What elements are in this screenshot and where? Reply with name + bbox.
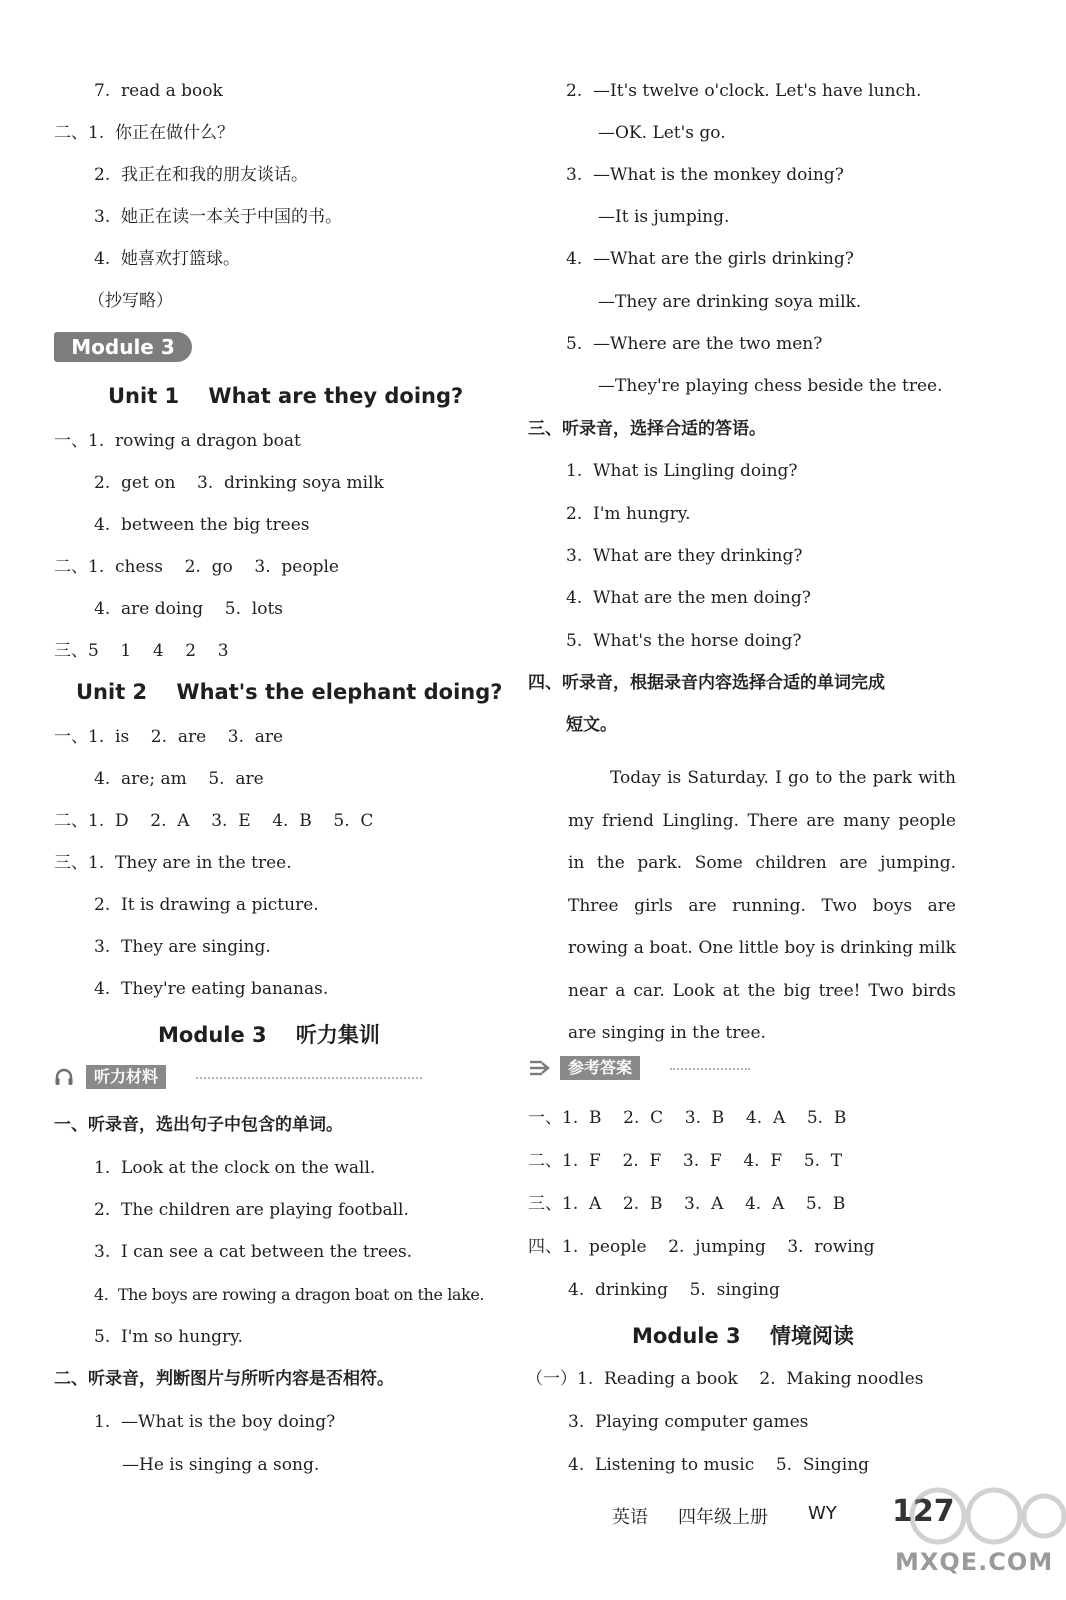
watermark-text: MXQE.COM [895, 1548, 1054, 1576]
answer-line: 2. get on 3. drinking soya milk [94, 473, 384, 493]
answer-line: 4. Listening to music 5. Singing [568, 1455, 870, 1475]
listening-line: —They're playing chess beside the tree. [598, 376, 943, 396]
unit-1-title: Unit 1 What are they doing? [108, 384, 464, 408]
divider [196, 1077, 422, 1079]
listening-line: —It is jumping. [598, 207, 730, 227]
listening-section-title: Module 3 听力集训 [158, 1023, 380, 1047]
answer-line: 二、1. chess 2. go 3. people [54, 557, 339, 577]
listening-line: 2. The children are playing football. [94, 1200, 409, 1220]
answer-line: 3. They are singing. [94, 937, 271, 957]
answer-line: 4. are doing 5. lots [94, 599, 284, 619]
question-heading: 短文。 [566, 715, 617, 735]
footer-subject: 英语 [612, 1507, 648, 1528]
listening-line: 1. What is Lingling doing? [566, 461, 798, 481]
listening-line: 3. I can see a cat between the trees. [94, 1242, 413, 1262]
passage-text: Today is Saturday. I go to the park with my friend Lingling. There are many people in the park. Some children are jumping. Three girls are running. Two boys are rowing a boat. One little boy is drinking milk near a car. Look at the big tree! Two birds are singing in the tree. [568, 768, 956, 1043]
listening-line: 2. —It's twelve o'clock. Let's have lunch. [566, 81, 922, 101]
answer-line: 二、1. 你正在做什么？ [54, 123, 235, 143]
page-number: 127 [892, 1494, 955, 1529]
listening-line: —OK. Let's go. [598, 123, 726, 143]
answer-line: 一、1. is 2. are 3. are [54, 727, 284, 747]
divider [670, 1068, 750, 1070]
listening-line: 4. The boys are rowing a dragon boat on the lake. [94, 1285, 485, 1304]
listening-line: 3. What are they drinking? [566, 546, 803, 566]
question-heading: 一、听录音，选出句子中包含的单词。 [54, 1115, 343, 1135]
module-badge: Module 3 [54, 332, 192, 362]
answer-line: 一、1. rowing a dragon boat [54, 431, 301, 451]
answer-line: 三、5 1 4 2 3 [54, 641, 229, 661]
answer-line: 四、1. people 2. jumping 3. rowing [528, 1237, 875, 1257]
listening-line: 2. I'm hungry. [566, 504, 691, 524]
answer-line: 4. between the big trees [94, 515, 310, 535]
unit-2-title: Unit 2 What's the elephant doing? [76, 680, 503, 704]
question-heading: 四、听录音，根据录音内容选择合适的单词完成 [528, 673, 885, 693]
listening-materials-tag: 听力材料 [86, 1065, 166, 1089]
listening-line: 1. Look at the clock on the wall. [94, 1158, 376, 1178]
answer-line: 3. 她正在读一本关于中国的书。 [94, 207, 343, 227]
listening-line: 3. —What is the monkey doing? [566, 165, 844, 185]
answer-line: （一）1. Reading a book 2. Making noodles [526, 1369, 924, 1389]
answer-line: 二、1. D 2. A 3. E 4. B 5. C [54, 811, 374, 831]
listening-line: 1. —What is the boy doing? [94, 1412, 336, 1432]
listening-line: 5. What's the horse doing? [566, 631, 802, 651]
answer-arrow-icon [528, 1058, 552, 1078]
watermark-logo-icon [876, 1480, 1066, 1600]
answer-line: 4. drinking 5. singing [568, 1280, 780, 1300]
footer-edition: WY [808, 1503, 837, 1524]
answer-line: 4. 她喜欢打篮球。 [94, 249, 241, 269]
listening-line: —They are drinking soya milk. [598, 292, 862, 312]
answer-line: 二、1. F 2. F 3. F 4. F 5. T [528, 1151, 843, 1171]
answer-line: 三、1. They are in the tree. [54, 853, 292, 873]
question-heading: 二、听录音，判断图片与所听内容是否相符。 [54, 1369, 394, 1389]
copy-note: （抄写略） [88, 291, 173, 311]
reading-section-title: Module 3 情境阅读 [632, 1324, 854, 1348]
headphones-icon [54, 1068, 74, 1086]
answer-line: 三、1. A 2. B 3. A 4. A 5. B [528, 1194, 846, 1214]
question-heading: 三、听录音，选择合适的答语。 [528, 419, 766, 439]
listening-line: 4. What are the men doing? [566, 588, 811, 608]
answer-line: 2. It is drawing a picture. [94, 895, 319, 915]
listening-line: —He is singing a song. [122, 1455, 320, 1475]
footer-grade: 四年级上册 [678, 1507, 768, 1528]
answer-line: 4. are; am 5. are [94, 769, 264, 789]
answer-line: 3. Playing computer games [568, 1412, 809, 1432]
answer-line: 7. read a book [94, 81, 223, 101]
answer-line: 一、1. B 2. C 3. B 4. A 5. B [528, 1108, 847, 1128]
listening-line: 4. —What are the girls drinking? [566, 249, 854, 269]
answer-line: 2. 我正在和我的朋友谈话。 [94, 165, 309, 185]
listening-line: 5. —Where are the two men? [566, 334, 823, 354]
answer-line: 4. They're eating bananas. [94, 979, 329, 999]
listening-line: 5. I'm so hungry. [94, 1327, 243, 1347]
answers-tag: 参考答案 [560, 1056, 640, 1080]
passage [568, 757, 956, 1055]
